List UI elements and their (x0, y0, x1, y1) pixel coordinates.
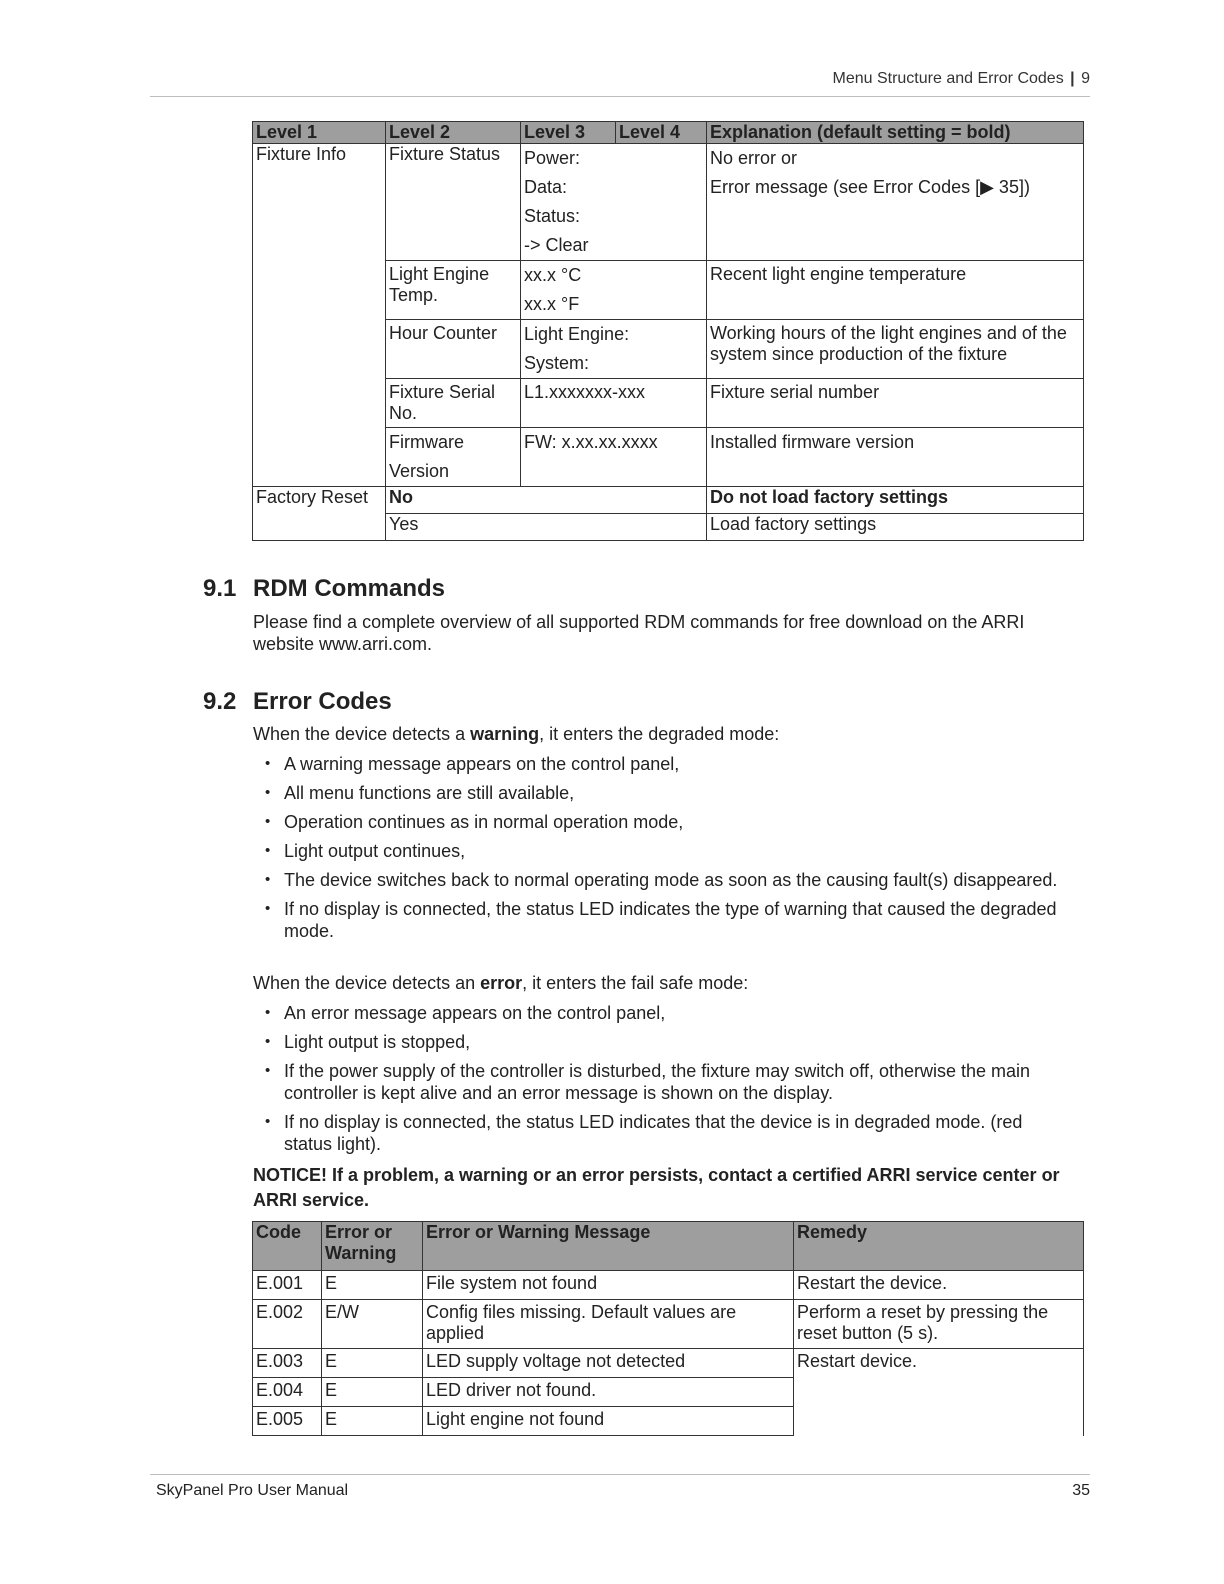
error-intro (253, 972, 1073, 994)
col-remedy: Remedy (794, 1222, 1084, 1271)
error-bullet-list (265, 1002, 1065, 1162)
fixture-status-level3 (521, 144, 707, 261)
intro-text: When the device detects a (253, 724, 471, 744)
page-number: 35 (1072, 1482, 1090, 1499)
explanation-line: Installed firmware version (710, 432, 915, 452)
light-engine-temp-cell: Light Engine Temp. (386, 261, 521, 320)
col-level-1: Level 1 (253, 122, 386, 144)
intro-text: , it enters the fail safe mode: (522, 973, 749, 993)
code-cell: E.002 (253, 1300, 322, 1349)
firmware-explanation (707, 428, 1084, 487)
level3-item: -> Clear (524, 235, 589, 255)
level3-item: Data: (524, 177, 568, 197)
remedy-cell: Restart device. (794, 1349, 1084, 1436)
explanation-line: No error or (710, 148, 798, 168)
header-separator: | (1070, 70, 1075, 87)
code-cell: E.003 (253, 1349, 322, 1378)
list-item: • An error message appears on the control panel, (265, 1002, 1065, 1024)
factory-reset-yes: Yes (386, 514, 707, 541)
error-code-table (252, 1221, 1084, 1436)
page-footer (150, 1474, 1090, 1500)
code-cell: E.005 (253, 1407, 322, 1436)
header-chapter: 9 (1081, 70, 1090, 87)
table-row (253, 1349, 1084, 1378)
fixture-status-cell: Fixture Status (386, 144, 521, 261)
warning-intro (253, 723, 1073, 745)
message-cell: Config files missing. Default values are applied (423, 1300, 794, 1349)
section-92-heading (203, 688, 392, 716)
firmware-label: Firmware (389, 432, 464, 452)
list-item: • Light output continues, (265, 840, 1065, 862)
level3-item: Power: (524, 148, 581, 168)
level3-item: xx.x °C (524, 265, 582, 285)
remedy-cell: Restart the device. (794, 1271, 1084, 1300)
list-item: • A warning message appears on the control panel, (265, 753, 1065, 775)
level3-item: System: (524, 353, 590, 373)
table-row (253, 1300, 1084, 1349)
list-item: • Operation continues as in normal operation mode, (265, 811, 1065, 833)
hour-counter-cell: Hour Counter (386, 320, 521, 379)
factory-reset-yes-explanation: Load factory settings (707, 514, 1084, 541)
type-cell: E (322, 1271, 423, 1300)
intro-keyword: warning (470, 724, 540, 744)
level3-item: Status: (524, 206, 581, 226)
level3-item: Light Engine: (524, 324, 630, 344)
fixture-status-explanation (707, 144, 1084, 261)
firmware-level3 (521, 428, 707, 487)
factory-reset-no-explanation: Do not load factory settings (707, 487, 1084, 514)
section-title: Error Codes (253, 688, 392, 715)
notice-text: NOTICE! If a problem, a warning or an error persists, contact a certified ARRI service center or ARRI service. (253, 1165, 1060, 1210)
warning-bullet-list (265, 753, 1065, 949)
col-level-3: Level 3 (521, 122, 616, 144)
intro-keyword: error (480, 973, 523, 993)
code-table-header-row (253, 1222, 1084, 1271)
firmware-cell (386, 428, 521, 487)
running-header (150, 70, 1090, 97)
footer-manual-title: SkyPanel Pro User Manual (156, 1482, 349, 1499)
fixture-serial-level3: L1.xxxxxxx-xxx (521, 379, 707, 428)
col-error-or-warning: Error or Warning (322, 1222, 423, 1271)
col-explanation: Explanation (default setting = bold) (707, 122, 1084, 144)
table-row (253, 144, 1084, 261)
table-row (253, 1271, 1084, 1300)
type-cell: E (322, 1378, 423, 1407)
list-item: • If the power supply of the controller is disturbed, the fixture may switch off, otherwise the main controller is kept alive and an error message is shown on the display. (265, 1060, 1065, 1104)
message-cell: LED driver not found. (423, 1378, 794, 1407)
type-cell: E/W (322, 1300, 423, 1349)
firmware-label: Version (389, 461, 450, 481)
section-title: RDM Commands (253, 575, 446, 602)
explanation-line: Error message (see Error Codes [▶ 35]) (710, 177, 1030, 197)
table-row (253, 487, 1084, 514)
hour-counter-level3 (521, 320, 707, 379)
header-section: Menu Structure and Error Codes (832, 70, 1064, 87)
message-cell: LED supply voltage not detected (423, 1349, 794, 1378)
type-cell: E (322, 1349, 423, 1378)
menu-structure-table (252, 121, 1084, 541)
list-item: • Light output is stopped, (265, 1031, 1065, 1053)
col-level-2: Level 2 (386, 122, 521, 144)
col-level-4: Level 4 (616, 122, 707, 144)
fixture-info-cell: Fixture Info (253, 144, 386, 487)
light-engine-temp-level3 (521, 261, 707, 320)
intro-text: , it enters the degraded mode: (539, 724, 780, 744)
list-item: • If no display is connected, the status LED indicates the type of warning that caused the degraded mode. (265, 898, 1065, 942)
menu-table-header-row (253, 122, 1084, 144)
list-item: • All menu functions are still available, (265, 782, 1065, 804)
fixture-serial-cell: Fixture Serial No. (386, 379, 521, 428)
col-message: Error or Warning Message (423, 1222, 794, 1271)
intro-text: When the device detects an (253, 973, 481, 993)
hour-counter-explanation: Working hours of the light engines and of the system since production of the fixture (707, 320, 1084, 379)
level3-item: xx.x °F (524, 294, 580, 314)
code-cell: E.004 (253, 1378, 322, 1407)
section-number: 9.1 (203, 575, 237, 602)
section-91-heading (203, 575, 445, 603)
section-number: 9.2 (203, 688, 237, 715)
list-item: • The device switches back to normal operating mode as soon as the causing fault(s) disappeared. (265, 869, 1065, 891)
code-cell: E.001 (253, 1271, 322, 1300)
fixture-serial-explanation: Fixture serial number (707, 379, 1084, 428)
factory-reset-cell: Factory Reset (253, 487, 386, 541)
remedy-cell: Perform a reset by pressing the reset button (5 s). (794, 1300, 1084, 1349)
message-cell: Light engine not found (423, 1407, 794, 1436)
light-engine-temp-explanation: Recent light engine temperature (707, 261, 1084, 320)
level3-item: FW: x.xx.xx.xxxx (524, 432, 658, 452)
col-code: Code (253, 1222, 322, 1271)
type-cell: E (322, 1407, 423, 1436)
factory-reset-no: No (386, 487, 707, 514)
list-item: • If no display is connected, the status LED indicates that the device is in degraded mode. (red status light). (265, 1111, 1065, 1155)
message-cell: File system not found (423, 1271, 794, 1300)
rdm-commands-text: Please find a complete overview of all supported RDM commands for free download on the ARRI website www.arri.com. (253, 612, 1025, 654)
